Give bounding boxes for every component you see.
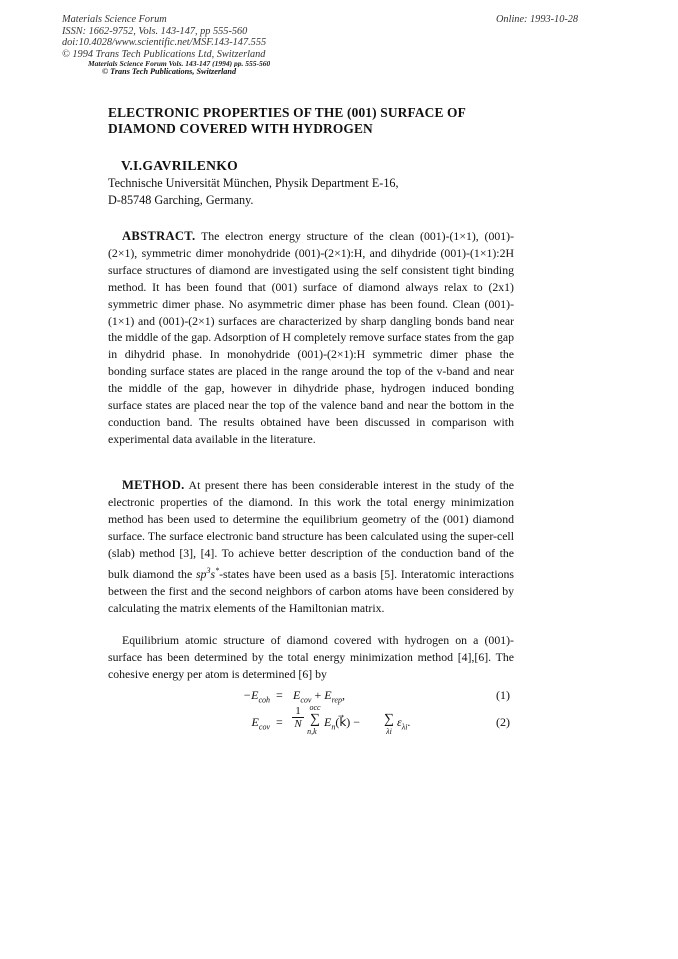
eq1-number: (1) [496, 688, 510, 702]
citation-header [62, 14, 270, 77]
copyright-line: © 1994 Trans Tech Publications Ltd, Switzerland [62, 48, 266, 60]
faded-journal-line: Materials Science Forum Vols. 143-147 (1994) pp. 555-560 [88, 60, 271, 68]
eq2-epsilon: $\varepsilon_{\lambda i}$. [397, 715, 411, 732]
title-line-2: DIAMOND COVERED WITH HYDROGEN [108, 120, 373, 136]
abstract-heading: ABSTRACT. [122, 229, 196, 243]
issn-line[interactable]: ISSN: 1662-9752, Vols. 143-147, pp 555-560 [62, 25, 248, 37]
journal-name: Materials Science Forum [62, 14, 167, 25]
affiliation-line-2: D-85748 Garching, Germany. [108, 192, 254, 207]
eq2-lhs: $E_{cov}$ [251, 715, 270, 732]
affiliation-line-1: Technische Universität München, Physik Department E-16, [108, 176, 399, 190]
method-heading: METHOD. [122, 478, 185, 492]
doi-link[interactable]: doi:10.4028/www.scientific.net/MSF.143-147.555 [62, 37, 267, 49]
abstract-text: The electron energy structure of the clean (001)-(1×1), (001)-(2×1), symmetric dimer monohydride (001)-(2×1):H, and dihydride (001)-(1×1):2H surface structures of diamond are investigated using the self consistent tight binding method. It has been found that (001) surface of diamond always relax to (2x1) symmetric dimer phase. No asymmetric dimer phase has been found. Clean (001)-(1×1) and (001)-(2×1) surfaces are characterized by sharp dangling bonds band near the middle of the gap. Adsorption of H completely remove surface states from the gap in dihydrid phase. In monohydride (001)-(2×1):H symmetric dimer phase the bonding surface states are placed in the range around the top of the v-band and near the middle of the gap, however in dihydride phase, hydrogen induced bonding surface states are placed near the top of the valence band and near the bottom in the conduction band. The results obtained have been discussed in comparison with experimental data available in the literature. [108, 229, 514, 446]
eq2-term: $E_n(k⃗)$ − [324, 715, 361, 732]
copyright-line-2: © Trans Tech Publications, Switzerland [102, 67, 237, 77]
online-date: Online: 1993-10-28 [496, 14, 579, 25]
equation-2 [0, 705, 678, 747]
title-line-1: ELECTRONIC PROPERTIES OF THE (001) SURFACE OF [108, 105, 466, 120]
eq1-rhs: $E_{cov} + E_{rep}$, [293, 688, 345, 705]
eq2-equals: = [276, 715, 283, 729]
eq1-equals: = [276, 688, 283, 702]
eq2-number: (2) [496, 715, 510, 729]
eq2-fraction: 1 N [292, 705, 304, 730]
equilibrium-paragraph: Equilibrium atomic structure of diamond covered with hydrogen on a (001)-surface has been determined by the total energy minimization method [4],[6]. The cohesive energy per atom is determined [6] by [108, 633, 514, 681]
affiliation [108, 175, 399, 208]
sp3s-notation: $sp^3s^*$ [195, 566, 220, 581]
paper-title [108, 105, 528, 136]
method-paragraph [108, 477, 514, 617]
eq1-lhs: $-E_{coh}$ [243, 688, 270, 705]
eq2-sum-2: ∑ λi [384, 712, 394, 736]
method-text-1: At present there has been considerable interest in the study of the electronic properties of the diamond. In this work the total energy minimization method has been used to determine the equilibrium geometry of the (001) diamond surface. The surface electronic band structure has been calculated using the super-cell (slab) method [3], [4]. To achieve better description of the conduction band of the bulk diamond the [108, 478, 514, 581]
abstract-paragraph [108, 228, 514, 448]
equation-1 [0, 688, 678, 706]
method-text-2: -states have been used as a basis [5]. Interatomic interactions between the first and the second neighbors of carbon atoms have been considered by calculating the matrix elements of the Hamiltonian matrix. [108, 566, 514, 615]
eq2-sum-1: occ ∑ n,k⃗ [307, 703, 323, 736]
author-name: V.I.GAVRILENKO [121, 158, 239, 173]
